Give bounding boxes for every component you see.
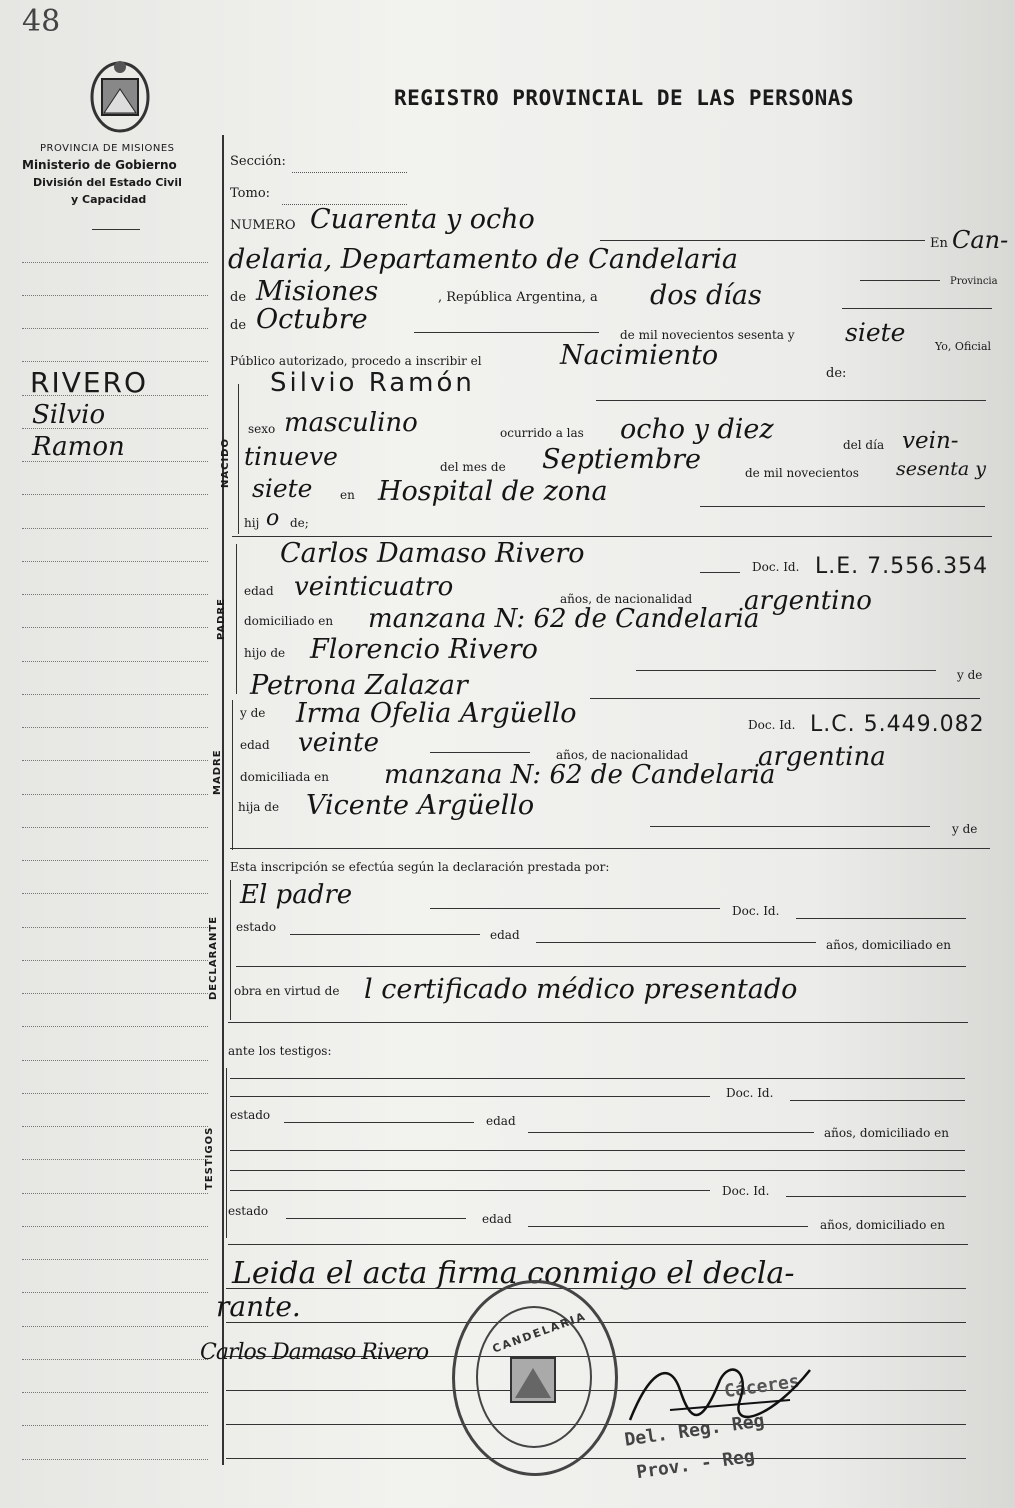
madre-border [232, 700, 233, 850]
nacido-label: NACIDO [220, 438, 231, 488]
witness2-anos-label: años, domiciliado en [820, 1218, 945, 1232]
division-label: División del Estado Civil [33, 176, 182, 189]
margin-line [22, 328, 208, 329]
en-label: En [930, 236, 948, 251]
margin-line [22, 1459, 208, 1460]
day-value: dos días [650, 280, 762, 311]
y-de-label: y de [952, 822, 978, 836]
mother-doc-label: Doc. Id. [748, 718, 796, 732]
fill-line [226, 1458, 966, 1459]
fill-line [790, 1100, 965, 1101]
de-label: de [230, 318, 247, 333]
margin-line [22, 1226, 208, 1227]
de-colon-label: de: [826, 366, 847, 381]
father-name-value: Carlos Damaso Rivero [280, 538, 585, 569]
witness1-doc-label: Doc. Id. [726, 1086, 774, 1100]
margin-line [22, 1026, 208, 1027]
estado-label: estado [236, 920, 277, 934]
republica-label: , República Argentina, a [438, 290, 598, 305]
obra-basis-value: l certificado médico presentado [364, 974, 798, 1005]
child-name-value: Silvio Ramón [270, 368, 475, 398]
domiciliada-label: domiciliada en [240, 770, 329, 784]
margin-line [22, 1093, 208, 1094]
margin-line [22, 528, 208, 529]
seccion-label: Sección: [230, 154, 286, 169]
de-mil-nov-label: de mil novecientos [745, 466, 859, 480]
margin-line [22, 960, 208, 961]
margin-line [22, 1359, 208, 1360]
margin-line [22, 794, 208, 795]
father-age-value: veinticuatro [294, 572, 454, 602]
time-value: ocho y diez [620, 414, 774, 445]
margin-line [22, 727, 208, 728]
padre-label: PADRE [216, 598, 227, 640]
father-nat-value: argentino [744, 586, 872, 616]
mother-anos-label: años, de nacionalidad [556, 748, 689, 762]
fill-line [590, 698, 980, 699]
witness2-edad-label: edad [482, 1212, 512, 1226]
margin-line [22, 827, 208, 828]
fill-line [796, 918, 966, 919]
seal-emblem-icon [505, 1350, 561, 1410]
en-lower-label: en [340, 488, 355, 502]
seccion-line [292, 172, 407, 173]
margin-line [22, 561, 208, 562]
declarant-doc-label: Doc. Id. [732, 904, 780, 918]
birth-month-value: Septiembre [542, 444, 701, 475]
testigos-border [226, 1068, 227, 1238]
provincia-label: Provincia [950, 276, 998, 287]
ministry-label: Ministerio de Gobierno [22, 158, 177, 172]
official-signature [610, 1350, 840, 1440]
page-number: 48 [22, 4, 61, 39]
fill-line [230, 1078, 965, 1079]
mother-age-value: veinte [298, 728, 379, 758]
mother-name-value: Irma Ofelia Argüello [296, 698, 577, 729]
obra-label: obra en virtud de [234, 984, 340, 998]
fill-line [786, 1196, 966, 1197]
margin-line [22, 594, 208, 595]
testigos-side-label: TESTIGOS [204, 1126, 215, 1190]
father-address-value: manzana N: 62 de Candelaria [368, 604, 760, 634]
mother-nat-value: argentina [758, 742, 886, 772]
father-mother-value: Petrona Zalazar [250, 670, 468, 701]
witness1-anos-label: años, domiciliado en [824, 1126, 949, 1140]
fill-line [230, 1170, 965, 1171]
edad-label: edad [490, 928, 520, 942]
section-divider [230, 848, 990, 849]
fill-line [226, 1288, 966, 1289]
fill-line [600, 240, 925, 241]
inscripcion-label: Esta inscripción se efectúa según la declaración prestada por: [230, 860, 610, 874]
tomo-label: Tomo: [230, 186, 271, 201]
ocurrido-label: ocurrido a las [500, 426, 584, 440]
father-doc-label: Doc. Id. [752, 560, 800, 574]
de-label: de [230, 290, 247, 305]
margin-line [22, 361, 208, 362]
margin-line [22, 1425, 208, 1426]
fill-line [430, 908, 720, 909]
divider [92, 229, 140, 230]
sex-value: masculino [284, 408, 418, 438]
closing-line-2: rante. [216, 1290, 301, 1323]
declarant-signature: Carlos Damaso Rivero [200, 1340, 429, 1365]
witness1-edad-label: edad [486, 1114, 516, 1128]
margin-line [22, 262, 208, 263]
birth-place-value: Hospital de zona [378, 476, 608, 507]
margin-line [22, 1392, 208, 1393]
margin-line [22, 1159, 208, 1160]
fill-line [842, 308, 992, 309]
edad-label: edad [240, 738, 270, 752]
witness2-estado-label: estado [228, 1204, 269, 1218]
mother-doc-value: L.C. 5.449.082 [810, 712, 985, 737]
madre-label: MADRE [212, 749, 223, 795]
numero-value: Cuarenta y ocho [310, 204, 535, 235]
act-type-value: Nacimiento [560, 340, 719, 371]
declarante-border [230, 880, 231, 1020]
hijo-de-label: hijo de [244, 646, 286, 660]
margin-surname: RIVERO [30, 366, 149, 399]
margin-line [22, 1060, 208, 1061]
witness1-estado-label: estado [230, 1108, 271, 1122]
witness2-doc-label: Doc. Id. [722, 1184, 770, 1198]
margin-line [22, 1259, 208, 1260]
anos-dom-label: años, domiciliado en [826, 938, 951, 952]
fill-line [284, 1122, 474, 1123]
document-title: REGISTRO PROVINCIAL DE LAS PERSONAS [394, 86, 855, 110]
official-title-stamp: Del. Reg. Reg [623, 1410, 766, 1451]
place-value-a: Can- [952, 226, 1009, 254]
fill-line [430, 752, 530, 753]
birth-day-b-value: tinueve [244, 442, 338, 471]
del-mes-label: del mes de [440, 460, 506, 474]
publico-label: Público autorizado, procedo a inscribir el [230, 354, 482, 368]
yo-oficial-label: Yo, Oficial [935, 340, 992, 353]
fill-line [536, 942, 816, 943]
margin-line [22, 760, 208, 761]
fill-line [860, 280, 940, 281]
sexo-label: sexo [248, 422, 276, 436]
numero-label: NUMERO [230, 218, 296, 233]
margin-line [22, 927, 208, 928]
fill-line [236, 966, 966, 967]
main-border [222, 135, 224, 1465]
y-de-label: y de [240, 706, 266, 720]
hija-de-label: hija de [238, 800, 280, 814]
y-de-label: y de [957, 668, 983, 682]
domiciliado-label: domiciliado en [244, 614, 334, 628]
testigos-label: ante los testigos: [228, 1044, 332, 1058]
fill-line [228, 1244, 968, 1245]
section-divider [232, 536, 992, 537]
margin-line [22, 1126, 208, 1127]
father-anos-label: años, de nacionalidad [560, 592, 693, 606]
province-label: PROVINCIA DE MISIONES [40, 143, 175, 154]
province-value: Misiones [256, 276, 379, 307]
margin-line [22, 1292, 208, 1293]
declarant-value: El padre [240, 880, 353, 910]
margin-line [22, 694, 208, 695]
margin-line [22, 860, 208, 861]
declarante-label: DECLARANTE [208, 915, 219, 1000]
del-dia-label: del día [843, 438, 885, 452]
birth-year-a-value: sesenta y [896, 458, 986, 480]
de-semi-label: de; [290, 516, 309, 530]
hij-label: hij [244, 516, 260, 530]
coat-of-arms-icon [80, 55, 160, 135]
section-divider [228, 1022, 968, 1023]
closing-line-1: Leida el acta firma conmigo el decla- [232, 1256, 795, 1291]
margin-line [22, 627, 208, 628]
padre-border [236, 544, 237, 694]
fill-line [650, 826, 930, 827]
official-prov-stamp: Prov. - Reg [635, 1445, 757, 1484]
fill-line [636, 670, 936, 671]
fill-line [230, 1150, 965, 1151]
margin-line [22, 1193, 208, 1194]
birth-year-b-value: siete [252, 474, 313, 503]
margin-line [22, 893, 208, 894]
edad-label: edad [244, 584, 274, 598]
fill-line [230, 1096, 710, 1097]
fill-line [286, 1218, 466, 1219]
fill-line [414, 332, 599, 333]
margin-line [22, 661, 208, 662]
margin-line [22, 1326, 208, 1327]
fill-line [528, 1226, 808, 1227]
father-doc-value: L.E. 7.556.354 [815, 554, 989, 579]
capacity-label: y Capacidad [71, 193, 147, 206]
nacido-border [238, 384, 239, 534]
margin-second-name: Ramon [32, 432, 125, 462]
birth-day-a-value: vein- [902, 428, 959, 454]
place-value: delaria, Departamento de Candelaria [228, 244, 738, 275]
de-mil-label: de mil novecientos sesenta y [620, 328, 795, 342]
month-value: Octubre [256, 304, 368, 335]
fill-line [528, 1132, 814, 1133]
fill-line [596, 400, 986, 401]
mother-father-value: Vicente Argüello [306, 790, 535, 821]
fill-line [700, 572, 740, 573]
official-name-stamp: Cáceres [722, 1370, 801, 1403]
margin-first-name: Silvio [32, 400, 106, 430]
margin-line [22, 295, 208, 296]
mother-address-value: manzana N: 62 de Candelaria [384, 760, 776, 790]
margin-line [22, 494, 208, 495]
fill-line [290, 934, 480, 935]
fill-line [230, 1190, 710, 1191]
year-word-value: siete [845, 318, 906, 347]
father-father-value: Florencio Rivero [310, 634, 538, 665]
seal-text: CANDELARIA [490, 1309, 589, 1356]
hij-suffix-value: o [266, 506, 280, 531]
margin-line [22, 993, 208, 994]
fill-line [700, 506, 985, 507]
